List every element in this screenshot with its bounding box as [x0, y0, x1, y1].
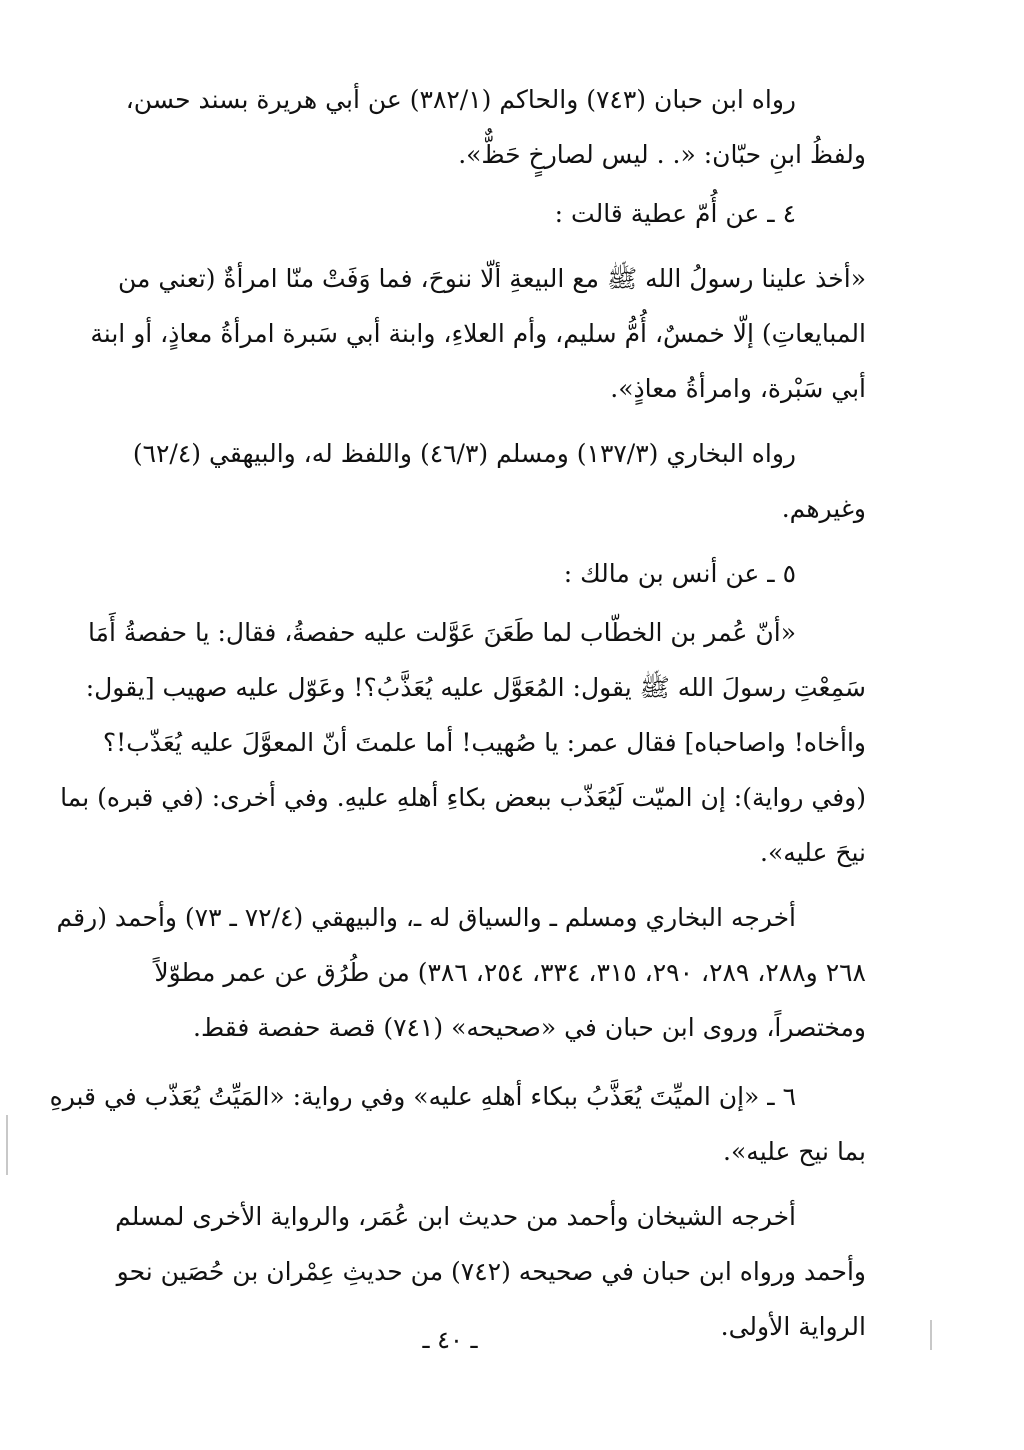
text-line: ومختصراً، وروى ابن حبان في «صحيحه» (٧٤١) قصة حفصة فقط.	[193, 1013, 866, 1042]
text-line: ولفظُ ابنِ حبّان: «. . ليس لصارخٍ حَظٌّ».	[458, 140, 866, 169]
text-line: المبايعاتِ) إلّا خمسٌ، أُمُّ سليم، وأم العلاءِ، وابنة أبي سَبرة امرأةُ معاذٍ، أو ابنة	[90, 319, 866, 348]
text-line: الرواية الأولى.	[720, 1312, 866, 1341]
text-line: سَمِعْتِ رسولَ الله ﷺ يقول: المُعَوَّل عليه يُعَذَّبُ؟! وعَوّل عليه صهيب [يقول:	[85, 673, 866, 702]
hadith-text-6	[48, 1069, 866, 1179]
text-line: (وفي رواية): إن الميّت لَيُعَذّب ببعض بكاءِ أهلهِ عليهِ. وفي أخرى: (في قبره) بما	[60, 783, 866, 812]
paragraph-takhrij-5	[48, 890, 866, 1055]
text-line: ٤ ـ عن أُمّ عطية قالت :	[554, 199, 796, 228]
page-number: ـ ٤٠ ـ	[422, 1326, 478, 1354]
text-line: أبي سَبْرة، وامرأةُ معاذٍ».	[610, 374, 866, 403]
page-body	[48, 72, 866, 1354]
text-line: بما نيح عليه».	[723, 1137, 866, 1166]
hadith-heading-5	[48, 546, 866, 601]
text-line: «أنّ عُمر بن الخطّاب لما طَعَنَ عَوَّلت عليه حفصةُ، فقال: يا حفصةُ أَمَا	[87, 618, 796, 647]
text-line: نيحَ عليه».	[760, 838, 866, 867]
scan-mark	[930, 1320, 932, 1350]
scan-mark	[6, 1115, 8, 1175]
hadith-text-4	[48, 251, 866, 416]
paragraph-takhrij-4	[48, 426, 866, 536]
text-line: ٢٦٨ و٢٨٨، ٢٨٩، ٢٩٠، ٣١٥، ٣٣٤، ٢٥٤، ٣٨٦) من طُرُق عن عمر مطوّلاً	[154, 958, 866, 987]
text-line: وغيرهم.	[781, 494, 866, 523]
text-line: ٦ ـ «إن الميِّتَ يُعَذَّبُ ببكاء أهلهِ عليه» وفي رواية: «المَيِّتُ يُعَذّب في قبرهِ	[49, 1082, 796, 1111]
text-line: واأخاه! واصاحباه] فقال عمر: يا صُهيب! أما علمتَ أنّ المعوَّلَ عليه يُعَذّب!؟	[102, 728, 866, 757]
text-line: رواه ابن حبان (٧٤٣) والحاكم (٣٨٢/١) عن أبي هريرة بسند حسن،	[125, 85, 796, 114]
text-line: رواه البخاري (١٣٧/٣) ومسلم (٤٦/٣) واللفظ له، والبيهقي (٦٢/٤)	[132, 439, 796, 468]
hadith-text-5	[48, 605, 866, 880]
hadith-heading-4	[48, 186, 866, 241]
paragraph-takhrij-1	[48, 72, 866, 182]
text-line: ٥ ـ عن أنس بن مالك :	[563, 559, 796, 588]
text-line: أخرجه الشيخان وأحمد من حديث ابن عُمَر، والرواية الأخرى لمسلم	[115, 1202, 796, 1231]
text-line: أخرجه البخاري ومسلم ـ والسياق له ـ، والبيهقي (٧٢/٤ ـ ٧٣) وأحمد (رقم	[56, 903, 796, 932]
text-line: وأحمد ورواه ابن حبان في صحيحه (٧٤٢) من حديثِ عِمْران بن حُصَين نحو	[116, 1257, 866, 1286]
text-line: «أخذ علينا رسولُ الله ﷺ مع البيعةِ ألّا ننوحَ، فما وَفَتْ منّا امرأةٌ (تعني من	[117, 264, 866, 293]
